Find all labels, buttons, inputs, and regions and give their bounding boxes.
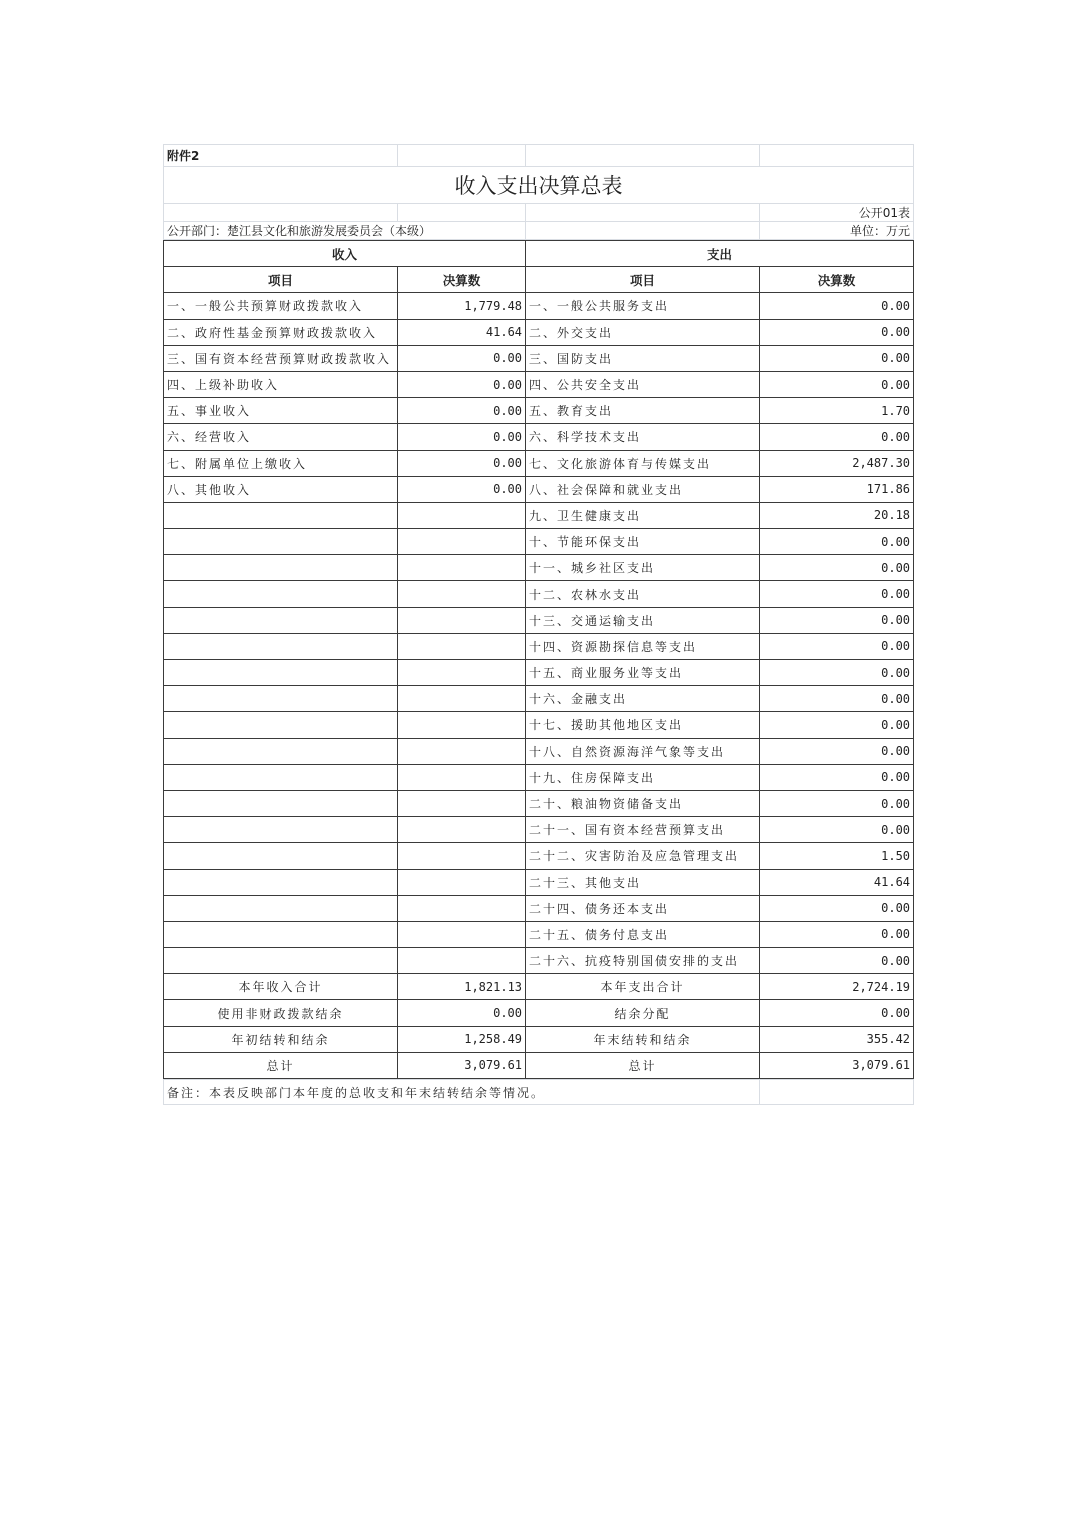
expense-item-cell: 十九、住房保障支出 [526, 764, 760, 790]
expense-amount-cell: 1.70 [760, 398, 914, 424]
department-label: 公开部门：楚江县文化和旅游发展委员会（本级） [164, 222, 526, 240]
income-amount-cell [398, 607, 526, 633]
expense-item-cell: 结余分配 [526, 1000, 760, 1026]
income-amount-cell [398, 502, 526, 528]
expense-amount-cell: 2,724.19 [760, 974, 914, 1000]
income-item-cell [164, 581, 398, 607]
summary-row [164, 1026, 914, 1052]
report-header-table [163, 144, 914, 240]
expense-item-cell: 十七、援助其他地区支出 [526, 712, 760, 738]
income-item-cell [164, 607, 398, 633]
expense-item-cell: 五、教育支出 [526, 398, 760, 424]
expense-item-cell: 二、外交支出 [526, 319, 760, 345]
expense-amount-cell: 0.00 [760, 371, 914, 397]
expense-item-cell: 十、节能环保支出 [526, 529, 760, 555]
income-item-cell [164, 948, 398, 974]
income-item-cell [164, 660, 398, 686]
expense-amount-cell: 0.00 [760, 712, 914, 738]
footnote: 备注：本表反映部门本年度的总收支和年末结转结余等情况。 [164, 1080, 760, 1105]
expense-item-cell: 四、公共安全支出 [526, 371, 760, 397]
table-row [164, 633, 914, 659]
expense-item-cell: 二十、粮油物资储备支出 [526, 790, 760, 816]
income-item-cell [164, 869, 398, 895]
expense-item-cell: 九、卫生健康支出 [526, 502, 760, 528]
expense-item-cell: 二十一、国有资本经营预算支出 [526, 817, 760, 843]
expense-item-cell: 十三、交通运输支出 [526, 607, 760, 633]
expense-item-cell: 年末结转和结余 [526, 1026, 760, 1052]
income-amount-cell [398, 686, 526, 712]
note-table [163, 1079, 914, 1105]
unit-label: 单位：万元 [760, 222, 914, 240]
expense-amount-cell: 0.00 [760, 529, 914, 555]
income-amount-cell [398, 817, 526, 843]
table-row [164, 686, 914, 712]
table-row [164, 843, 914, 869]
income-item-cell: 七、附属单位上缴收入 [164, 450, 398, 476]
table-row [164, 529, 914, 555]
income-amount-cell: 0.00 [398, 345, 526, 371]
income-amount-cell [398, 660, 526, 686]
expense-item-cell: 二十四、债务还本支出 [526, 895, 760, 921]
income-amount-cell [398, 555, 526, 581]
income-item-cell: 四、上级补助收入 [164, 371, 398, 397]
expense-amount-cell: 355.42 [760, 1026, 914, 1052]
income-item-cell: 五、事业收入 [164, 398, 398, 424]
income-amount-cell [398, 843, 526, 869]
table-row [164, 424, 914, 450]
expense-item-cell: 十二、农林水支出 [526, 581, 760, 607]
income-amount-cell: 0.00 [398, 371, 526, 397]
table-row [164, 660, 914, 686]
income-amount-cell [398, 712, 526, 738]
income-amount-cell [398, 633, 526, 659]
expense-amount-cell: 0.00 [760, 581, 914, 607]
table-row [164, 502, 914, 528]
table-row [164, 869, 914, 895]
income-expense-table [163, 240, 914, 1079]
expense-item-cell: 二十二、灾害防治及应急管理支出 [526, 843, 760, 869]
income-item-cell: 年初结转和结余 [164, 1026, 398, 1052]
income-item-cell [164, 712, 398, 738]
expense-amount-cell: 0.00 [760, 293, 914, 319]
expense-amount-cell: 0.00 [760, 633, 914, 659]
table-row [164, 738, 914, 764]
expense-item-cell: 一、一般公共服务支出 [526, 293, 760, 319]
expense-item-cell: 六、科学技术支出 [526, 424, 760, 450]
expense-header: 支出 [526, 241, 914, 267]
income-amount-cell: 0.00 [398, 1000, 526, 1026]
expense-amount-cell: 0.00 [760, 345, 914, 371]
expense-amount-cell: 0.00 [760, 790, 914, 816]
report-title: 收入支出决算总表 [164, 167, 914, 204]
expense-amount-header: 决算数 [760, 267, 914, 293]
income-item-cell: 一、一般公共预算财政拨款收入 [164, 293, 398, 319]
expense-item-cell: 二十三、其他支出 [526, 869, 760, 895]
table-row [164, 948, 914, 974]
income-item-cell: 三、国有资本经营预算财政拨款收入 [164, 345, 398, 371]
income-item-cell: 使用非财政拨款结余 [164, 1000, 398, 1026]
income-item-cell [164, 555, 398, 581]
income-amount-header: 决算数 [398, 267, 526, 293]
expense-amount-cell: 41.64 [760, 869, 914, 895]
expense-amount-cell: 0.00 [760, 817, 914, 843]
expense-item-cell: 二十五、债务付息支出 [526, 921, 760, 947]
annex-label: 附件2 [164, 145, 398, 167]
income-amount-cell [398, 869, 526, 895]
table-row [164, 371, 914, 397]
table-row [164, 817, 914, 843]
expense-amount-cell: 0.00 [760, 1000, 914, 1026]
summary-row [164, 974, 914, 1000]
income-amount-cell: 1,779.48 [398, 293, 526, 319]
income-amount-cell [398, 764, 526, 790]
income-item-cell [164, 633, 398, 659]
income-amount-cell [398, 581, 526, 607]
expense-amount-cell: 0.00 [760, 424, 914, 450]
income-item-cell [164, 843, 398, 869]
income-item-cell [164, 686, 398, 712]
expense-item-cell: 十五、商业服务业等支出 [526, 660, 760, 686]
table-row [164, 555, 914, 581]
income-item-cell [164, 895, 398, 921]
income-amount-cell [398, 921, 526, 947]
expense-item-cell: 十一、城乡社区支出 [526, 555, 760, 581]
table-row [164, 293, 914, 319]
expense-amount-cell: 20.18 [760, 502, 914, 528]
income-item-header: 项目 [164, 267, 398, 293]
table-row [164, 476, 914, 502]
expense-amount-cell: 3,079.61 [760, 1052, 914, 1078]
income-item-cell: 本年收入合计 [164, 974, 398, 1000]
income-amount-cell [398, 948, 526, 974]
table-row [164, 921, 914, 947]
income-amount-cell: 0.00 [398, 476, 526, 502]
expense-item-cell: 本年支出合计 [526, 974, 760, 1000]
expense-item-cell: 二十六、抗疫特别国债安排的支出 [526, 948, 760, 974]
income-amount-cell [398, 895, 526, 921]
income-item-cell [164, 921, 398, 947]
expense-item-cell: 八、社会保障和就业支出 [526, 476, 760, 502]
summary-row [164, 1052, 914, 1078]
report-sheet [163, 144, 913, 1105]
table-row [164, 581, 914, 607]
expense-amount-cell: 0.00 [760, 921, 914, 947]
income-amount-cell [398, 790, 526, 816]
expense-amount-cell: 0.00 [760, 686, 914, 712]
income-item-cell [164, 817, 398, 843]
income-item-cell [164, 502, 398, 528]
income-item-cell [164, 790, 398, 816]
expense-amount-cell: 171.86 [760, 476, 914, 502]
expense-item-cell: 总计 [526, 1052, 760, 1078]
income-item-cell: 总计 [164, 1052, 398, 1078]
income-item-cell: 八、其他收入 [164, 476, 398, 502]
income-item-cell [164, 738, 398, 764]
expense-amount-cell: 0.00 [760, 764, 914, 790]
summary-row [164, 1000, 914, 1026]
income-item-cell: 二、政府性基金预算财政拨款收入 [164, 319, 398, 345]
expense-item-cell: 十四、资源勘探信息等支出 [526, 633, 760, 659]
income-amount-cell [398, 738, 526, 764]
table-row [164, 319, 914, 345]
income-item-cell [164, 764, 398, 790]
expense-item-cell: 十六、金融支出 [526, 686, 760, 712]
expense-amount-cell: 0.00 [760, 607, 914, 633]
table-row [164, 398, 914, 424]
table-row [164, 450, 914, 476]
expense-item-cell: 七、文化旅游体育与传媒支出 [526, 450, 760, 476]
income-amount-cell: 41.64 [398, 319, 526, 345]
income-item-cell: 六、经营收入 [164, 424, 398, 450]
expense-item-cell: 十八、自然资源海洋气象等支出 [526, 738, 760, 764]
table-row [164, 345, 914, 371]
income-amount-cell: 0.00 [398, 424, 526, 450]
table-row [164, 895, 914, 921]
income-amount-cell [398, 529, 526, 555]
income-amount-cell: 1,821.13 [398, 974, 526, 1000]
expense-amount-cell: 2,487.30 [760, 450, 914, 476]
table-row [164, 712, 914, 738]
table-row [164, 790, 914, 816]
income-header: 收入 [164, 241, 526, 267]
income-amount-cell: 1,258.49 [398, 1026, 526, 1052]
table-code: 公开01表 [760, 204, 914, 222]
income-item-cell [164, 529, 398, 555]
expense-item-header: 项目 [526, 267, 760, 293]
expense-amount-cell: 0.00 [760, 948, 914, 974]
expense-amount-cell: 0.00 [760, 738, 914, 764]
expense-item-cell: 三、国防支出 [526, 345, 760, 371]
table-row [164, 764, 914, 790]
expense-amount-cell: 0.00 [760, 319, 914, 345]
income-amount-cell: 0.00 [398, 450, 526, 476]
expense-amount-cell: 0.00 [760, 895, 914, 921]
expense-amount-cell: 1.50 [760, 843, 914, 869]
income-amount-cell: 3,079.61 [398, 1052, 526, 1078]
income-amount-cell: 0.00 [398, 398, 526, 424]
table-row [164, 607, 914, 633]
expense-amount-cell: 0.00 [760, 660, 914, 686]
expense-amount-cell: 0.00 [760, 555, 914, 581]
